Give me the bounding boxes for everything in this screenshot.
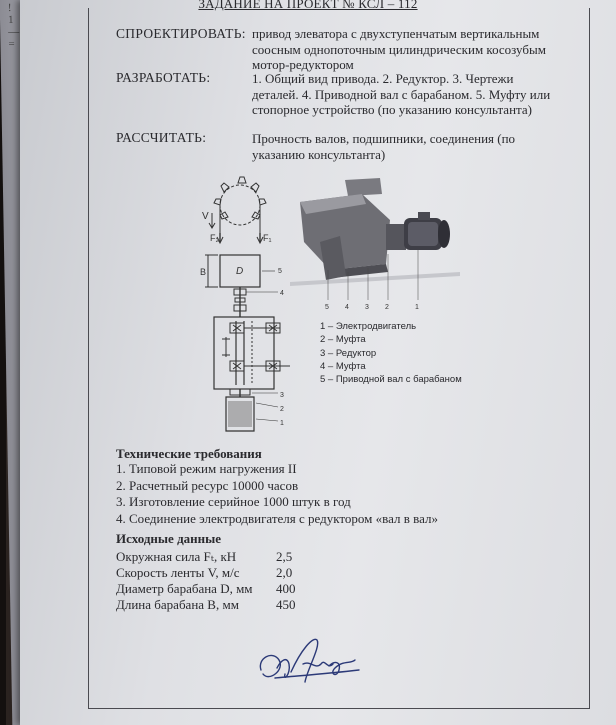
photo-num-1: 1 (415, 304, 419, 311)
photo-num-3: 3 (365, 304, 369, 311)
label-b: B (200, 267, 207, 277)
underlying-sheet-mark: ! 1 — = (7, 2, 20, 50)
list-item: 3. Изготовление серийное 1000 штук в год (116, 494, 351, 509)
data-label: Длина барабана B, мм (116, 597, 239, 612)
legend-item: 4 – Муфта (320, 360, 366, 372)
calc-value: Прочность валов, подшипники, соединения (по указанию консультанта) (252, 131, 516, 162)
photo-num-2: 2 (385, 304, 389, 311)
tech-requirements-list (116, 461, 438, 527)
legend-item: 2 – Муфта (320, 334, 366, 346)
label-5: 5 (278, 268, 282, 275)
component-legend (320, 320, 462, 386)
list-item: 1. Типовой режим нагружения II (116, 461, 297, 476)
data-row (116, 565, 416, 580)
document-title: ЗАДАНИЕ НА ПРОЕКТ № КСЛ – 112 (198, 0, 418, 11)
data-row (116, 597, 416, 612)
tech-requirements-heading: Технические требования (116, 446, 262, 461)
initial-data-heading: Исходные данные (116, 531, 222, 546)
list-item: 2. Расчетный ресурс 10000 часов (116, 477, 299, 493)
legend-item: 3 – Редуктор (320, 347, 377, 359)
legend-item: 5 – Приводной вал с барабаном (320, 374, 462, 386)
signature (255, 630, 365, 700)
drum-circle (220, 185, 260, 225)
list-item: 4. Соединение электродвигателя с редуктором «вал в вал» (116, 510, 438, 526)
drive-illustration (290, 178, 460, 286)
label-v: V (202, 211, 209, 222)
calc-label: РАССЧИТАТЬ: (116, 130, 207, 145)
develop-label: РАЗРАБОТАТЬ: (116, 70, 211, 85)
design-value: привод элеватора с двухступенчатым вертикальным соосным однопоточным цилиндрическим косозубым мотор-редуктором (252, 26, 546, 72)
data-row (116, 581, 416, 596)
label-2: 2 (280, 406, 284, 413)
data-value: 2,0 (276, 565, 293, 580)
data-label: Диаметр барабана D, мм (116, 581, 253, 596)
label-d: D (236, 266, 244, 277)
photo-num-4: 4 (345, 304, 349, 311)
data-row (116, 549, 416, 564)
label-f1: F₁ (263, 233, 272, 243)
drive-photo (290, 172, 460, 312)
photo-num-5: 5 (325, 304, 329, 311)
data-label: Скорость ленты V, м/с (116, 565, 240, 580)
label-1: 1 (280, 420, 284, 427)
design-label: СПРОЕКТИРОВАТЬ: (116, 26, 246, 41)
label-3: 3 (280, 392, 284, 399)
data-value: 400 (276, 581, 296, 596)
label-f2: F₂ (210, 233, 219, 243)
legend-item: 1 – Электродвигатель (320, 321, 417, 332)
data-label: Окружная сила Fₜ, кН (116, 549, 237, 564)
data-value: 2,5 (276, 549, 293, 564)
label-4: 4 (280, 290, 284, 297)
develop-value: 1. Общий вид привода. 2. Редуктор. 3. Чертежи деталей. 4. Приводной вал с барабаном. 5. Муфту или стопорное устройство (по указанию консультанта) (252, 71, 551, 117)
data-value: 450 (276, 597, 296, 612)
